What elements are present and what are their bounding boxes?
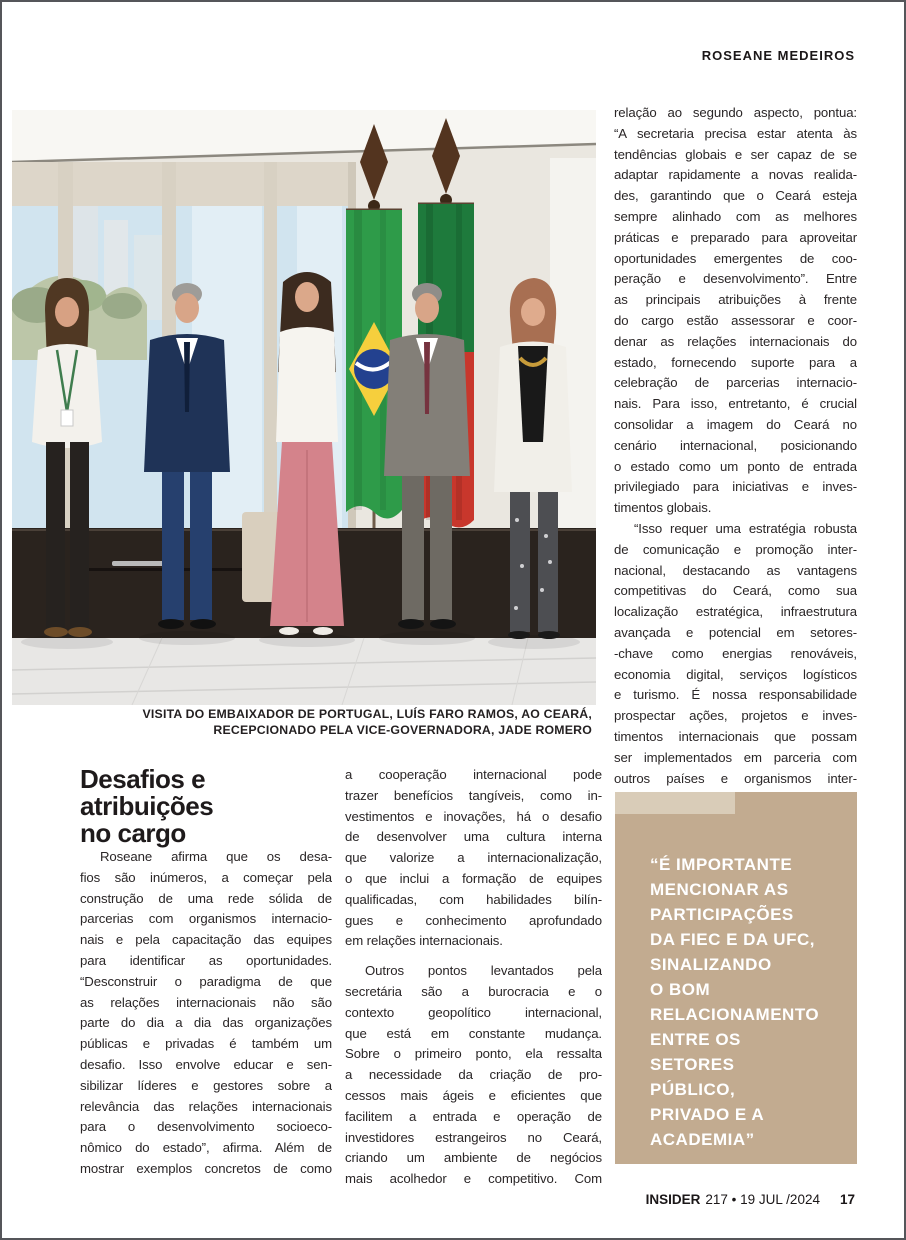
text-line: estado, fornecendo suporte para a [614,354,857,370]
text-line: e turismo. É nossa responsabilidade [614,687,857,703]
text-line: celebração de parcerias internacio- [614,375,857,391]
text-line: contexto geopolítico internacional, [345,1004,602,1020]
text-line: Desafios e [80,764,206,794]
magazine-name: INSIDER [645,1192,701,1207]
text-line: que valorize a internacionalização, [345,850,602,866]
text-line: nais. Para isso, entretanto, é crucial [614,396,857,412]
text-line: timentos internacionais que possam [614,728,857,744]
column-right [614,103,857,789]
text-line: competitivas do Ceará, como sua [614,583,857,599]
page-footer [646,1192,855,1207]
text-line: trazer benefícios tangíveis, como in- [345,787,602,803]
text-line: Roseane afirma que os desa- [100,849,332,864]
text-line: ENTRE OS [650,1030,741,1049]
text-line: nais e pela capacitação das equipes [80,932,332,948]
text-line: adaptar rapidamente a novas realida- [614,167,857,183]
text-line: “É IMPORTANTE [650,855,793,874]
text-line: o que inclui a formação de equipes [345,870,602,886]
text-line: sempre alinhado com as melhores [614,208,857,224]
text-line: as principais atribuições à frente [614,292,857,308]
section-heading [80,766,213,847]
text-line: RECEPCIONADO PELA VICE-GOVERNADORA, JADE ROMERO [213,722,592,737]
text-line: PRIVADO E A [650,1105,765,1124]
text-line: em relações internacionais. [345,933,503,949]
photo-caption [130,707,592,738]
photo-illustration [12,110,596,705]
text-line: PÚBLICO, [650,1080,736,1099]
text-line: “Isso requer uma estratégia robusta [634,520,857,536]
photo [12,110,596,705]
text-line: investidores estrangeiros no Ceará, [345,1129,602,1145]
text-line: consolidar a imagem do Ceará no [614,416,857,432]
text-line: de comunicação e promoção inter- [614,541,857,557]
pull-quote [650,852,843,1152]
text-line: desafio. Isso envolve educar e sen- [80,1056,332,1072]
text-line: MENCIONAR AS [650,880,789,899]
text-line: mais acolhedor e competitivo. Com [345,1171,602,1187]
text-line: timentos globais. [614,500,712,516]
drawer-handle [112,561,167,566]
text-line: peração e desenvolvimento”. Entre [614,271,857,287]
text-line: oportunidades emergentes de coo- [614,250,857,266]
text-line: -chave como energias renováveis, [614,645,857,661]
text-line: privilegiado para iniciativas e inves- [614,479,857,495]
text-line: facilitem a entrada e operação de [345,1108,602,1124]
text-line: VISITA DO EMBAIXADOR DE PORTUGAL, LUÍS FARO RAMOS, AO CEARÁ, [142,707,592,721]
text-line: nômico do estado”, afirma. Além de [80,1140,332,1156]
text-line: SETORES [650,1055,735,1074]
text-line: “A secretaria precisa estar atenta às [614,125,857,141]
page-number: 17 [839,1192,855,1207]
badge [61,410,73,426]
text-line: fios são inúmeros, a começar pela [80,869,332,885]
text-line: “Desconstruir o paradigma de que [80,973,332,989]
text-line: economia digital, serviços logísticos [614,666,857,682]
text-line: criando um ambiente de negócios [345,1150,602,1166]
text-line: parte do dia a dia das organizações [80,1015,332,1031]
text-line: secretária são a burocracia e o [345,983,602,999]
text-line: des, garantindo que o Ceará esteja [614,188,857,204]
text-line: o estado como um ponto de entrada [614,458,857,474]
text-line: ser implementados em parceria com [614,749,857,765]
text-line: atribuições [80,791,214,821]
text-line: nacional, destacando as vantagens [614,562,857,578]
text-line: públicas e privadas é também um [80,1036,332,1052]
text-line: mostrar exemplos concretos de como [80,1160,332,1176]
text-line: tendências globais e ser capaz de se [614,146,857,162]
text-line: Outros pontos levantados pela [365,963,602,979]
text-line: outros países e organismos inter- [614,770,857,786]
text-line: parcerias com organismos internacio- [80,911,332,927]
text-line: prospectar ações, projetos e inves- [614,708,857,724]
column-left [80,847,332,1180]
floor [12,638,596,705]
text-line: cessos mais ágeis e eficientes que [345,1087,602,1103]
text-line: práticas e preparado para aproveitar [614,229,857,245]
text-line: ACADEMIA” [650,1130,755,1149]
quote-box-accent [615,792,735,814]
issue-date: 217 • 19 JUL /2024 [705,1192,820,1207]
text-line: avançada e potencial em setores- [614,624,857,640]
text-line: qualificadas, com habilidades bilín- [345,891,602,907]
text-line: denar as relações internacionais do [614,333,857,349]
text-line: Sobre o primeiro ponto, ela ressalta [345,1046,602,1062]
text-line: gues e conhecimento aprofundado [345,912,602,928]
text-line: para identificar as oportunidades. [80,952,332,968]
text-line: as relações internacionais não são [80,994,332,1010]
text-line: sibilizar líderes e gestores sobre a [80,1077,332,1093]
text-line: localização estratégica, infraestrutura [614,604,857,620]
text-line: que está em constante mudança. [345,1025,602,1041]
text-line: PARTICIPAÇÕES [650,905,794,924]
text-line: O BOM [650,980,711,999]
text-line: no cargo [80,818,186,848]
text-line: relevância das relações internacionais [80,1098,332,1114]
text-line: construção de uma rede sólida de [80,890,332,906]
text-line: SINALIZANDO [650,955,772,974]
text-line: RELACIONAMENTO [650,1005,820,1024]
text-line: relação ao segundo aspecto, pontua: [614,105,857,120]
text-line: do cargo estão assessorar e coor- [614,312,857,328]
text-line: de desenvolver uma cultura interna [345,829,602,845]
column-middle [345,765,602,1190]
pull-quote-box [615,792,857,1164]
text-line: cenário internacional, posicionando [614,437,857,453]
byline: ROSEANE MEDEIROS [701,48,855,63]
text-line: a cooperação internacional pode [345,767,602,782]
text-line: vestimentos e inovações, há o desafio [345,808,602,824]
text-line: a necessidade da criação de pro- [345,1067,602,1083]
text-line: DA FIEC E DA UFC, [650,930,815,949]
text-line: para o desenvolvimento socioeco- [80,1119,332,1135]
